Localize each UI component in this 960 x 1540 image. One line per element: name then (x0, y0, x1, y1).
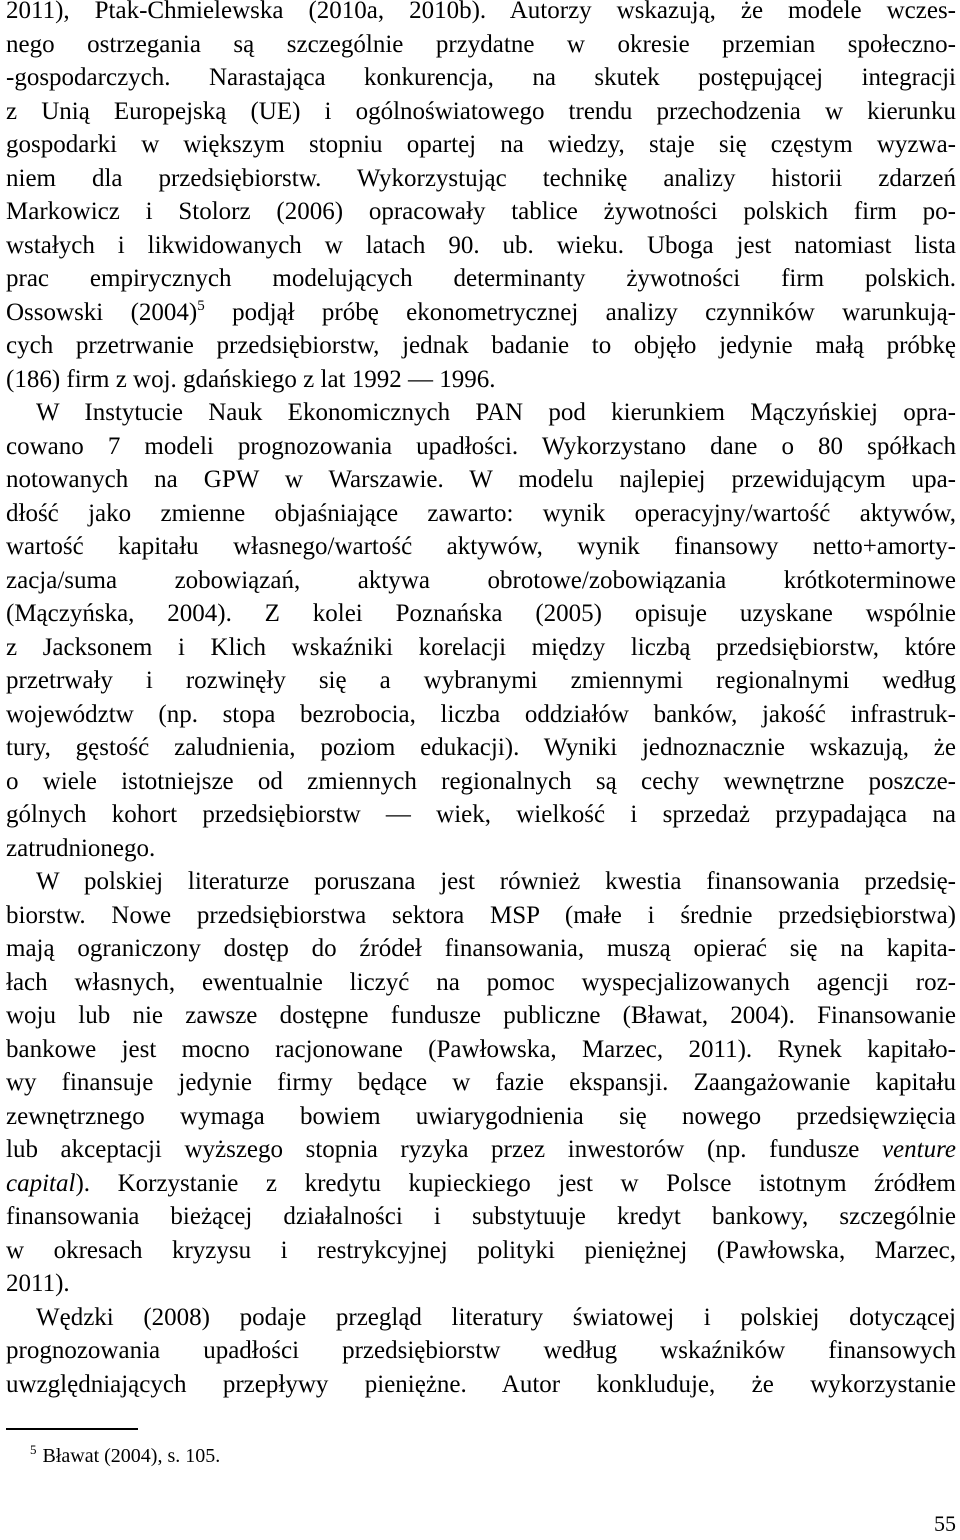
venture-italic: venture (881, 1136, 956, 1163)
text-line: zewnętrznego wymaga bowiem uwiarygodnienia się nowego przedsięwzięcia (6, 1102, 956, 1130)
text-line: (186) firm z woj. gdańskiego z lat 1992 — 1996. (6, 365, 496, 393)
text-line: o wiele istotniejsze od zmiennych regionalnych są cechy wewnętrzne poszcze- (6, 767, 956, 795)
text-line: W polskiej literaturze poruszana jest również kwestia finansowania przedsię- (36, 868, 956, 895)
text-line: wstałych i likwidowanych w latach 90. ub. wieku. Uboga jest natomiast lista (6, 231, 956, 259)
text-line: biorstw. Nowe przedsiębiorstwa sektora MSP (małe i średnie przedsiębiorstwa) (6, 901, 956, 929)
text-line (6, 296, 956, 330)
text-line: łach własnych, ewentualnie liczyć na pomoc wyspecjalizowanych agencji roz- (6, 968, 956, 996)
text-line: notowanych na GPW w Warszawie. W modelu najlepiej przewidującym upa- (6, 466, 956, 493)
text-line: tury, gęstość zaludnienia, poziom edukacji). Wyniki jednoznacznie wskazują, że (6, 734, 956, 761)
text-line: -gospodarczych. Narastająca konkurencja, na skutek postępującej integracji (6, 64, 956, 91)
paragraph-3 (6, 865, 956, 1301)
text-line: niem dla przedsiębiorstw. Wykorzystując technikę analizy historii zdarzeń (6, 164, 956, 192)
text-line: prognozowania upadłości przedsiębiorstw według wskaźników finansowych (6, 1337, 956, 1364)
text-line: województw (np. stopa bezrobocia, liczba oddziałów banków, jakość infrastruk- (6, 700, 956, 728)
text-line: przetrwały i rozwinęły się a wybranymi zmiennymi regionalnymi według (6, 667, 956, 694)
text-line: zacja/suma zobowiązań, aktywa obrotowe/zobowiązania krótkoterminowe (6, 566, 956, 594)
text-line: Markowicz i Stolorz (2006) opracowały tablice żywotności polskich firm po- (6, 198, 956, 225)
text-line: gospodarki w większym stopniu opartej na wiedzy, staje się częstym wyzwa- (6, 131, 956, 158)
text-line: (Mączyńska, 2004). Z kolei Poznańska (2005) opisuje uzyskane wspólnie (6, 600, 956, 627)
footnote (30, 1442, 220, 1470)
footnote-text: Bławat (2004), s. 105. (42, 1445, 221, 1467)
footnote-divider (6, 1428, 138, 1430)
capital-italic: capital (6, 1169, 76, 1197)
text-line: z Unią Europejską (UE) i ogólnoświatowego trendu przechodzenia w kierunku (6, 97, 956, 125)
ossowski-text: Ossowski (2004) (6, 298, 198, 326)
capital-line-text: ). Korzystanie z kredytu kupieckiego jest w Polsce istotnym źródłem (75, 1169, 956, 1197)
text-line: gólnych kohort przedsiębiorstw — wiek, wielkość i sprzedaż przypadająca na (6, 801, 956, 828)
text-line: dłość jako zmienne objaśniające zawarto: wynik operacyjny/wartość aktywów, (6, 499, 956, 527)
text-line: cowano 7 modeli prognozowania upadłości. Wykorzystano dane o 80 spółkach (6, 432, 956, 460)
text-line: nego ostrzegania są szczególnie przydatne w okresie przemian społeczno- (6, 30, 956, 58)
page-body (6, 0, 956, 1401)
text-line: z Jacksonem i Klich wskaźniki korelacji między liczbą przedsiębiorstw, które (6, 633, 956, 661)
text-line: finansowania bieżącej działalności i substytuuje kredyt bankowy, szczególnie (6, 1203, 956, 1230)
paragraph-4 (6, 1301, 956, 1402)
text-line: Wędzki (2008) podaje przegląd literatury światowej i polskiej dotyczącej (36, 1303, 956, 1331)
venture-line-text: lub akceptacji wyższego stopnia ryzyka przez inwestorów (np. fundusze (6, 1136, 882, 1163)
text-line (6, 1133, 956, 1167)
footnote-reference: 5 (197, 297, 205, 314)
page-number: 55 (934, 1511, 956, 1536)
footnote-number: 5 (30, 1442, 37, 1457)
text-line: prac empirycznych modelujących determinanty żywotności firm polskich. (6, 265, 956, 292)
text-line: uwzględniających przepływy pieniężne. Autor konkluduje, że wykorzystanie (6, 1370, 956, 1398)
text-line: mają ograniczony dostęp do źródeł finansowania, muszą opierać się na kapita- (6, 935, 956, 962)
paragraph-1 (6, 0, 956, 396)
text-line: zatrudnionego. (6, 834, 156, 862)
text-line: wartość kapitału własnego/wartość aktywów, wynik finansowy netto+amorty- (6, 533, 956, 560)
text-line (6, 1167, 956, 1201)
paragraph-2 (6, 396, 956, 865)
text-line: 2011). (6, 1270, 70, 1297)
text-line: cych przetrwanie przedsiębiorstw, jednak badanie to objęło jedynie małą próbkę (6, 332, 956, 359)
text-line: bankowe jest mocno racjonowane (Pawłowska, Marzec, 2011). Rynek kapitało- (6, 1035, 956, 1063)
text-line: wy finansuje jedynie firmy będące w fazie ekspansji. Zaangażowanie kapitału (6, 1069, 956, 1096)
ossowski-text-cont: podjął próbę ekonometrycznej analizy czynników warunkują- (204, 298, 956, 326)
text-line: 2011), Ptak-Chmielewska (2010a, 2010b). Autorzy wskazują, że modele wczes- (6, 0, 956, 24)
text-line: W Instytucie Nauk Ekonomicznych PAN pod kierunkiem Mączyńskiej opra- (36, 399, 956, 426)
text-line: w okresach kryzysu i restrykcyjnej polityki pieniężnej (Pawłowska, Marzec, (6, 1236, 956, 1264)
text-line: woju lub nie zawsze dostępne fundusze publiczne (Bławat, 2004). Finansowanie (6, 1002, 956, 1029)
